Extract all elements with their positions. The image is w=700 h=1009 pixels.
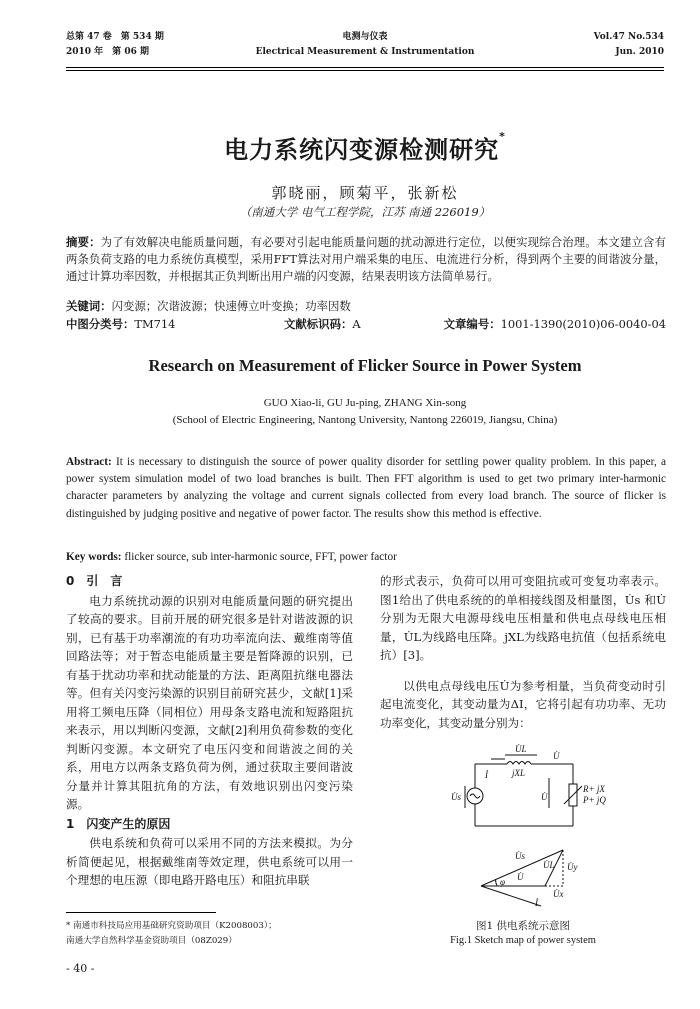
keywords-cn: 关键词：闪变源；次谐波源；快速傅立叶变换；功率因数 (66, 299, 351, 313)
section-heading-introduction: 0 引 言 (66, 574, 123, 588)
fig-label-phasor-uy: U̇y (567, 862, 578, 872)
document-code: 文献标识码：A (284, 317, 361, 331)
fig-label-rjx: R+ jX (583, 784, 605, 794)
header-divider-thin (66, 70, 664, 71)
footnote-funding-2: 南通大学自然科学基金资助项目（08Z029） (66, 936, 237, 946)
footnote-divider (66, 912, 216, 913)
header-center: 电测与仪表 Electrical Measurement & Instrumentation (255, 32, 475, 57)
fig-label-phi: φ (500, 877, 505, 887)
paper-title-en: Research on Measurement of Flicker Source in Power System (148, 356, 582, 375)
authors-cn: 郭晓丽，顾菊平，张新松 (271, 184, 459, 202)
header-divider (66, 67, 664, 68)
fig-label-phasor-us: U̇s (515, 851, 526, 861)
article-number: 文章编号：1001-1390(2010)06-0040-04 (443, 317, 666, 331)
abstract-en: Abstract: It is necessary to distinguish the source of power quality disorder for settling power quality problem. In this paper, a power system simulation model of two load branches is built. Then FFT algorithm is used to get two primary inter-harmonic character parameters by analyzing the voltage and current signals collected from every load branch. The source of flicker is distinguished by judging positive and negative of power factor. The results show this method is effective. (66, 456, 666, 520)
fig-label-pjq: P+ jQ (583, 795, 606, 805)
fig-label-current: İ (485, 770, 488, 780)
figure-caption-en: Fig.1 Sketch map of power system (450, 935, 596, 946)
fig-label-phasor-ul: U̇L (543, 860, 555, 870)
header-left: 总第 47 卷 第 534 期 2010 年 第 06 期 (66, 32, 164, 57)
paragraph-right-1: 的形式表示，负荷可以用可变阻抗或可变复功率表示。图1给出了供电系统的的单相接线图及相量图，U̇s 和U̇分别为无限大电源母线电压相量和供电点母线电压相量，U̇L为线路电压降。jXL为线路电抗值（包括系统电抗）[3]。 (380, 574, 666, 662)
affiliation-en: (School of Electric Engineering, Nantong University, Nantong 226019, Jiangsu, China) (172, 414, 558, 426)
paper-title-cn: 电力系统闪变源检测研究* (224, 130, 506, 164)
keywords-en: Key words: flicker source, sub inter-harmonic source, FFT, power factor (66, 551, 397, 563)
footnote-funding-1: * 南通市科技局应用基础研究资助项目（K2008003）； (66, 921, 277, 931)
page-number: - 40 - (66, 962, 95, 975)
footnotes (66, 919, 353, 949)
header-right: Vol.47 No.534 Jun. 2010 (593, 32, 664, 57)
angle-phi-arc (495, 879, 497, 886)
title-footnote-mark: * (499, 130, 506, 143)
clc-number: 中图分类号：TM714 (66, 317, 176, 331)
figure-caption-cn: 图1 供电系统示意图 (475, 920, 571, 932)
fig-label-phasor-u: U̇ (517, 872, 524, 882)
fig-label-phasor-i: İ (535, 898, 538, 908)
body-right-column (380, 572, 666, 732)
fig-label-u-mid: U̇ (541, 792, 548, 802)
fig-label-jxl: jXL (512, 768, 526, 778)
fig-label-u-top: U̇ (553, 751, 560, 761)
fig-label-ul: U̇L (515, 744, 527, 754)
journal-header (66, 30, 664, 70)
abstract-cn: 摘要：为了有效解决电能质量问题，有必要对引起电能质量问题的扰动源进行定位，以便实现综合治理。本文建立含有两条负荷支路的电力系统仿真模型，采用FFT算法对用户端采集的电压、电流进行分析，得到两个主要的间谐波分量，通过计算功率因数，并根据其正负判断出用户端的闪变源，结果表明该方法简单易行。 (66, 235, 666, 283)
line-reactance-inductor (507, 762, 531, 765)
authors-en: GUO Xiao-li, GU Ju-ping, ZHANG Xin-song (263, 397, 467, 409)
paragraph-right-2: 以供电点母线电压U̇为参考相量，当负荷变动时引起电流变化，其变动量为ΔI，它将引起有功功率、无功功率变化，其变动量分别为： (380, 678, 666, 730)
affiliation-cn: （南通大学 电气工程学院，江苏 南通 226019） (239, 205, 491, 219)
fig-label-phasor-ux: U̇x (553, 889, 564, 899)
paragraph-causes: 供电系统和负荷可以采用不同的方法来模拟。为分析简便起见，根据戴维南等效定理，供电系统可以用一个理想的电压源（即电路开路电压）和阻抗串联 (66, 836, 353, 887)
paragraph-introduction: 电力系统扰动源的识别对电能质量问题的研究提出了较高的要求。目前开展的研究很多是针对谐波源的识别，已有基于功率潮流的有功功率流向法、戴维南等值回路法等；对于暂态电能质量主要是暂降源的识别，已有基于扰动功率和扰动能量的方法、距离阻抗继电器法等。但有关闪变污染源的识别目前研究甚少，文献[1]采用将工频电压降（同相位）用母条支路电流和短路阻抗来表示，用以判断闪变源，文献[2]利用负荷参数的变化判断闪变源。本文研究了电压闪变和间谐波之间的关系，用电方以两条支路负荷为例，通过获取主要间谐波分量并计算其阻抗角的方法，有效地识别出闪变污染源。 (66, 593, 353, 811)
figure-power-system-sketch (445, 744, 606, 908)
section-heading-causes: 1 闪变产生的原因 (66, 816, 171, 831)
fig-label-us: U̇s (451, 792, 462, 802)
body-left-column (66, 572, 353, 890)
phasor-i-line (481, 886, 541, 906)
